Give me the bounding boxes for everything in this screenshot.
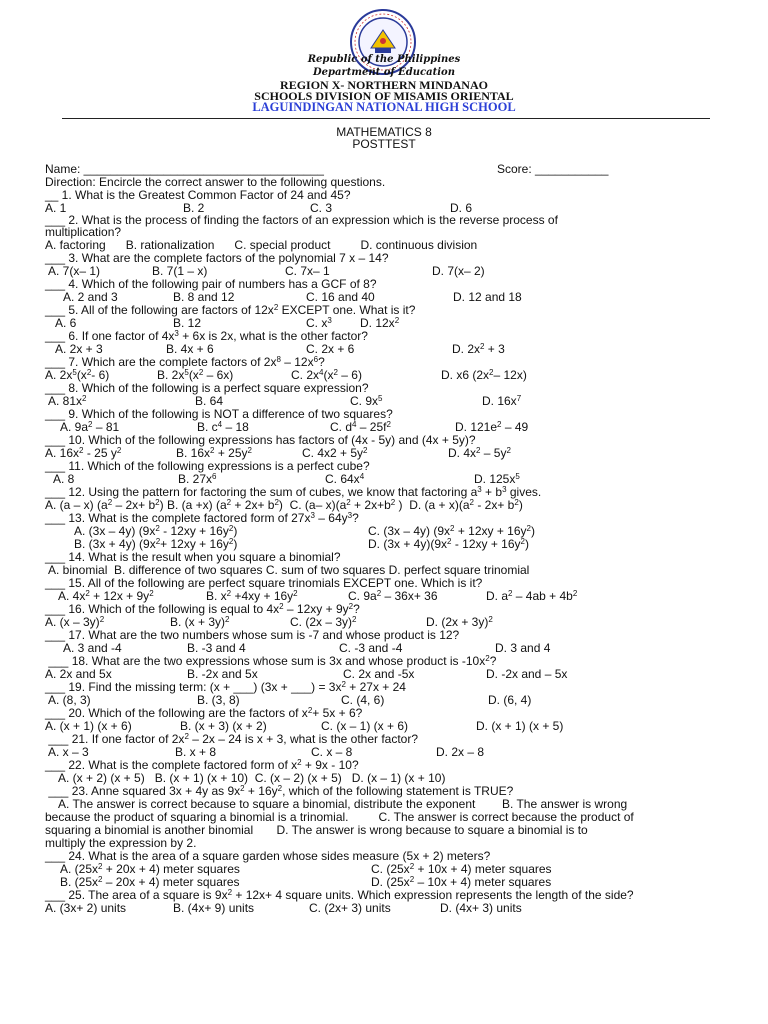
question-8: ___ 8. Which of the following is a perfect square expression? bbox=[45, 381, 369, 395]
q24-opt-a[interactable]: A. $(25x^2 + 20x + 4)$ meter squares bbox=[60, 862, 240, 876]
q23-line-4[interactable]: multiply the expression by 2. bbox=[45, 836, 197, 850]
q4-opt-a[interactable]: A. 2 and 3 bbox=[63, 290, 118, 304]
q21-opt-b[interactable]: B. x + 8 bbox=[175, 745, 217, 759]
q8-opt-b[interactable]: B. 64 bbox=[195, 394, 224, 408]
department-line: Department of Education bbox=[313, 67, 455, 78]
school-name: LAGUINDINGAN NATIONAL HIGH SCHOOL bbox=[252, 100, 516, 114]
question-24: ___ 24. What is the area of a square garden whose sides measure (5x + 2) meters? bbox=[45, 849, 491, 863]
q13-opt-a[interactable]: A. (3x – 4y) $(9x^2 - 12xy + 16y^2)$ bbox=[74, 524, 238, 538]
q23-line-2[interactable]: because the product of squaring a binomial is a trinomial. C. The answer is correct because the product of bbox=[45, 810, 634, 824]
q4-opt-c[interactable]: C. 16 and 40 bbox=[306, 290, 375, 304]
q1-opt-d[interactable]: D. 6 bbox=[450, 201, 473, 215]
q15-opt-d[interactable]: D. $a^2 - 4ab + 4b^2$ bbox=[486, 589, 578, 603]
q10-opt-c[interactable]: C. $4x2 + 5y^2$ bbox=[302, 446, 368, 460]
question-7: ___ 7. Which are the complete factors of $2x^8 - 12x^6$? bbox=[45, 355, 325, 369]
q10-opt-d[interactable]: D. $4x^2 - 5y^2$ bbox=[448, 446, 511, 460]
q9-opt-b[interactable]: B. $c^4 - 18$ bbox=[197, 420, 249, 434]
q15-opt-a[interactable]: A. $4x^2 + 12x + 9y^2$ bbox=[58, 589, 154, 603]
q19-opt-c[interactable]: C. (4, 6) bbox=[341, 693, 385, 707]
q16-opt-a[interactable]: A. (x – 3y)$^2$ bbox=[45, 615, 105, 629]
q3-opt-b[interactable]: B. 7(1 – x) bbox=[152, 264, 208, 278]
name-field[interactable]: Name: ____________________________________ bbox=[45, 162, 324, 176]
q24-opt-d[interactable]: D. $(25x^2 - 10x + 4)$ meter squares bbox=[371, 875, 552, 889]
q1-opt-c[interactable]: C. 3 bbox=[310, 201, 333, 215]
direction-text: Direction: Encircle the correct answer to the following questions. bbox=[45, 175, 386, 189]
q20-opt-d[interactable]: D. (x + 1) (x + 5) bbox=[476, 719, 564, 733]
q5-opt-a[interactable]: A. 6 bbox=[55, 316, 77, 330]
question-9: ___ 9. Which of the following is NOT a difference of two squares? bbox=[45, 407, 393, 421]
q18-opt-a[interactable]: A. 2x and 5x bbox=[45, 667, 112, 681]
q4-opt-b[interactable]: B. 8 and 12 bbox=[173, 290, 235, 304]
q20-opt-b[interactable]: B. (x + 3) (x + 2) bbox=[180, 719, 267, 733]
q11-opt-c[interactable]: C. $64x^4$ bbox=[325, 472, 365, 486]
q8-opt-d[interactable]: D. $16x^7$ bbox=[482, 394, 522, 408]
question-17: ___ 17. What are the two numbers whose sum is -7 and whose product is 12? bbox=[45, 628, 460, 642]
q19-opt-a[interactable]: A. (8, 3) bbox=[48, 693, 91, 707]
q13-opt-d[interactable]: D. $(3x + 4y)(9x^2 - 12xy + 16y^2)$ bbox=[368, 537, 529, 551]
q19-opt-d[interactable]: D. (6, 4) bbox=[488, 693, 532, 707]
q6-opt-d[interactable]: D. $2x^2 + 3$ bbox=[452, 342, 505, 356]
q10-opt-b[interactable]: B. $16x^2 + 25y^2$ bbox=[176, 446, 252, 460]
q22-options[interactable]: A. (x + 2) (x + 5) B. (x + 1) (x + 10) C. (x – 2) (x + 5) D. (x – 1) (x + 10) bbox=[58, 771, 446, 785]
q17-opt-a[interactable]: A. 3 and -4 bbox=[63, 641, 122, 655]
q11-opt-d[interactable]: D. $125x^5$ bbox=[474, 472, 520, 486]
q17-opt-b[interactable]: B. -3 and 4 bbox=[187, 641, 246, 655]
question-10: ___ 10. Which of the following expressions has factors of (4x - 5y) and (4x + 5y)? bbox=[45, 433, 476, 447]
q5-opt-b[interactable]: B. 12 bbox=[173, 316, 202, 330]
q25-opt-b[interactable]: B. (4x+ 9) units bbox=[173, 901, 255, 915]
question-19: ___ 19. Find the missing term: (x + ___) (3x + ___) = $3x^2 + 27x + 24$ bbox=[45, 680, 406, 694]
deped-seal-icon bbox=[349, 8, 417, 76]
q13-opt-c[interactable]: C. (3x – 4y) $(9x^2 + 12xy + 16y^2)$ bbox=[368, 524, 535, 538]
q7-opt-d[interactable]: D. x6 ($2x^2-$ 12x) bbox=[441, 368, 527, 382]
q1-opt-b[interactable]: B. 2 bbox=[183, 201, 205, 215]
republic-line: Republic of the Philippines bbox=[307, 54, 461, 65]
q3-opt-c[interactable]: C. 7x– 1 bbox=[285, 264, 330, 278]
question-11: ___ 11. Which of the following expressions is a perfect cube? bbox=[45, 459, 370, 473]
question-22: ___ 22. What is the complete factored form of $x^2 + 9x - 10$? bbox=[45, 758, 359, 772]
question-21: ___ 21. If one factor of $2x^2 - 2x - 24$ is x + 3, what is the other factor? bbox=[45, 732, 419, 746]
q8-opt-c[interactable]: C. $9x^5$ bbox=[350, 394, 383, 408]
q15-opt-b[interactable]: B. $x^2 +4xy + 16y^2$ bbox=[206, 589, 298, 603]
q23-line-3[interactable]: squaring a binomial is another binomial D. The answer is wrong because to square a binomial is to bbox=[45, 823, 588, 837]
header-divider bbox=[62, 118, 710, 119]
q25-opt-d[interactable]: D. (4x+ 3) units bbox=[440, 901, 522, 915]
question-23: ___ 23. Anne squared 3x + 4y as $9x^2 + 16y^2$, which of the following statement is TRUE? bbox=[45, 784, 514, 798]
q16-opt-b[interactable]: B. $(x + 3y)^2$ bbox=[170, 615, 230, 629]
question-18: ___ 18. What are the two expressions whose sum is 3x and whose product is $-10x^2$? bbox=[45, 654, 497, 668]
q18-opt-d[interactable]: D. -2x and – 5x bbox=[486, 667, 568, 681]
question-14: ___ 14. What is the result when you square a binomial? bbox=[45, 550, 341, 564]
question-1: __ 1. What is the Greatest Common Factor of 24 and 45? bbox=[45, 188, 351, 202]
question-20: ___ 20. Which of the following are the factors of $x^2+ 5x + 6$? bbox=[45, 706, 363, 720]
q9-opt-d[interactable]: D. $121e^2 - 49$ bbox=[455, 420, 529, 434]
q5-opt-d[interactable]: D. $12x^2$ bbox=[360, 316, 400, 330]
question-2: ___ 2. What is the process of finding the factors of an expression which is the reverse process of bbox=[45, 213, 558, 227]
q11-opt-a[interactable]: A. 8 bbox=[53, 472, 75, 486]
q8-opt-a[interactable]: A. $81x^2$ bbox=[48, 394, 87, 408]
q3-opt-d[interactable]: D. 7(x– 2) bbox=[432, 264, 485, 278]
q20-opt-c[interactable]: C. (x – 1) (x + 6) bbox=[321, 719, 409, 733]
q20-opt-a[interactable]: A. (x + 1) (x + 6) bbox=[45, 719, 132, 733]
q6-opt-a[interactable]: A. 2x + 3 bbox=[55, 342, 103, 356]
q19-opt-b[interactable]: B. (3, 8) bbox=[197, 693, 240, 707]
question-16: ___ 16. Which of the following is equal to $4x^2 - 12xy + 9y^2$? bbox=[45, 602, 360, 616]
q21-opt-d[interactable]: D. 2x – 8 bbox=[436, 745, 485, 759]
question-25: ___ 25. The area of a square is $9x^2 + 12x+ 4$ square units. Which expression represents the length of the side? bbox=[45, 888, 634, 902]
question-13: ___ 13. What is the complete factored form of $27x^3 - 64y^3$? bbox=[45, 511, 359, 525]
q10-opt-a[interactable]: A. $16x^2 - 25$ $y^2$ bbox=[45, 446, 122, 460]
q18-opt-c[interactable]: C. 2x and -5x bbox=[343, 667, 415, 681]
q25-opt-a[interactable]: A. (3x+ 2) units bbox=[45, 901, 127, 915]
q18-opt-b[interactable]: B. -2x and 5x bbox=[187, 667, 258, 681]
q25-opt-c[interactable]: C. (2x+ 3) units bbox=[309, 901, 391, 915]
q13-opt-b[interactable]: B. (3x + 4y) $(9x^2+ 12xy + 16y^2)$ bbox=[74, 537, 238, 551]
q24-opt-b[interactable]: B. $(25x^2 - 20x + 4)$ meter squares bbox=[60, 875, 240, 889]
question-15: ___ 15. All of the following are perfect square trinomials EXCEPT one. Which is it? bbox=[45, 576, 483, 590]
q21-opt-a[interactable]: A. x – 3 bbox=[48, 745, 89, 759]
q24-opt-c[interactable]: C. $(25x^2 + 10x + 4)$ meter squares bbox=[371, 862, 552, 876]
q7-opt-a[interactable]: A. $2x^5(x^2-$ 6) bbox=[45, 368, 110, 382]
question-4: ___ 4. Which of the following pair of numbers has a GCF of 8? bbox=[45, 277, 377, 291]
q17-opt-d[interactable]: D. 3 and 4 bbox=[495, 641, 551, 655]
question-6: ___ 6. If one factor of $4x^3 + 6x$ is 2x, what is the other factor? bbox=[45, 329, 368, 343]
q14-options[interactable]: A. binomial B. difference of two squares C. sum of two squares D. perfect square trinomial bbox=[48, 563, 530, 577]
division-line: SCHOOLS DIVISION OF MISAMIS ORIENTAL bbox=[254, 89, 514, 103]
region-line: REGION X- NORTHERN MINDANAO bbox=[280, 78, 488, 92]
q7-opt-c[interactable]: C. $2x^4(x^2 - 6)$ bbox=[291, 368, 362, 382]
q16-opt-d[interactable]: D. $(2x + 3y)^2$ bbox=[426, 615, 493, 629]
test-type: POSTTEST bbox=[352, 137, 416, 151]
question-2-cont: multiplication? bbox=[45, 225, 122, 239]
q17-opt-c[interactable]: C. -3 and -4 bbox=[339, 641, 403, 655]
q2-options[interactable]: A. factoring B. rationalization C. special product D. continuous division bbox=[45, 238, 478, 252]
score-field[interactable]: Score: ___________ bbox=[497, 162, 609, 176]
q21-opt-c[interactable]: C. x – 8 bbox=[311, 745, 353, 759]
q9-opt-a[interactable]: A. $9a^2 - 81$ bbox=[60, 420, 120, 434]
q23-line-1[interactable]: A. The answer is correct because to square a binomial, distribute the exponent B. The answer is wrong bbox=[58, 797, 628, 811]
question-12: ___ 12. Using the pattern for factoring the sum of cubes, we know that factoring $a^3 + b^3$ gives. bbox=[45, 485, 542, 499]
q1-opt-a[interactable]: A. 1 bbox=[45, 201, 67, 215]
q11-opt-b[interactable]: B. $27x^6$ bbox=[178, 472, 217, 486]
q9-opt-c[interactable]: C. $d^4 - 25f^2$ bbox=[330, 420, 391, 434]
q6-opt-b[interactable]: B. 4x + 6 bbox=[166, 342, 214, 356]
q5-opt-c[interactable]: C. $x^3$ bbox=[306, 316, 332, 330]
q3-opt-a[interactable]: A. 7(x– 1) bbox=[48, 264, 101, 278]
q12-options[interactable]: A. (a – x) $(a^2 - 2x+ b^2)$ B. (a +x) $(a^2 + 2x+ b^2)$ C. (a– $x)(a^2 + 2x+b^2$ ) D. $(a + x)(a^2 - 2x+ b^2)$ bbox=[45, 498, 523, 512]
question-3: ___ 3. What are the complete factors of the polynomial 7 x – 14? bbox=[45, 251, 389, 265]
q6-opt-c[interactable]: C. 2x + 6 bbox=[306, 342, 355, 356]
question-5: ___ 5. All of the following are factors of $12x^2$ EXCEPT one. What is it? bbox=[45, 303, 416, 317]
q7-opt-b[interactable]: B. $2x^5(x^2 - 6x)$ bbox=[157, 368, 234, 382]
q4-opt-d[interactable]: D. 12 and 18 bbox=[453, 290, 522, 304]
q15-opt-c[interactable]: C. $9a^2 - 36x+ 36$ bbox=[348, 589, 438, 603]
q16-opt-c[interactable]: C. (2x – 3y)$^2$ bbox=[290, 615, 357, 629]
test-subject: MATHEMATICS 8 bbox=[336, 125, 432, 139]
